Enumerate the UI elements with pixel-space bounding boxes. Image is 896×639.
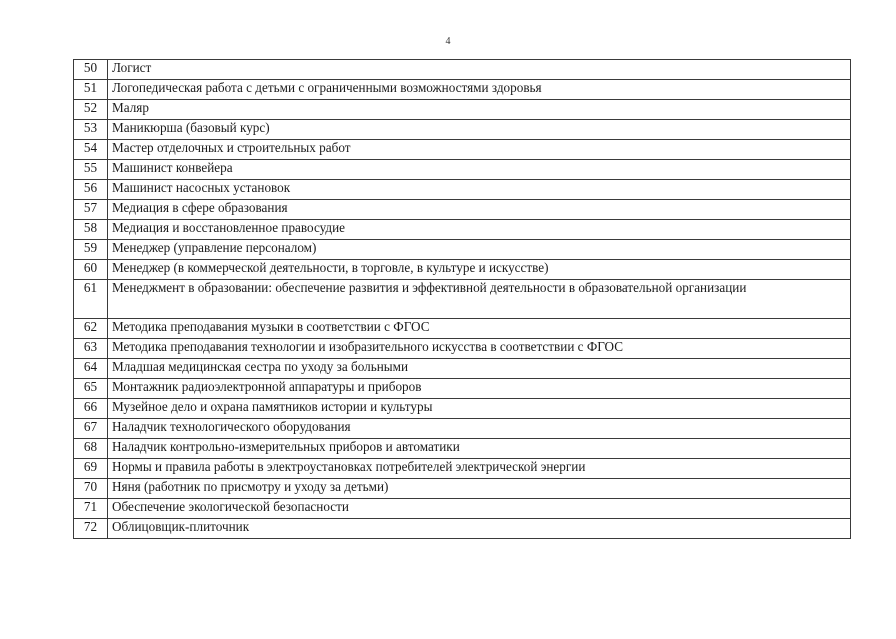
page-number: 4 <box>445 36 451 47</box>
course-name: Монтажник радиоэлектронной аппаратуры и приборов <box>108 379 851 399</box>
course-name: Медиация и восстановленное правосудие <box>108 220 851 240</box>
table-row <box>74 140 851 160</box>
table-row <box>74 200 851 220</box>
row-number: 72 <box>74 519 108 539</box>
table-row <box>74 359 851 379</box>
table-row <box>74 439 851 459</box>
course-name: Медиация в сфере образования <box>108 200 851 220</box>
table-row <box>74 220 851 240</box>
course-name: Наладчик технологического оборудования <box>108 419 851 439</box>
table-row <box>74 180 851 200</box>
table-row <box>74 419 851 439</box>
course-name: Облицовщик-плиточник <box>108 519 851 539</box>
table-row <box>74 459 851 479</box>
table-row <box>74 160 851 180</box>
course-name: Маникюрша (базовый курс) <box>108 120 851 140</box>
row-number: 52 <box>74 100 108 120</box>
course-name: Машинист конвейера <box>108 160 851 180</box>
row-number: 59 <box>74 240 108 260</box>
row-number: 64 <box>74 359 108 379</box>
course-name: Машинист насосных установок <box>108 180 851 200</box>
course-name: Мастер отделочных и строительных работ <box>108 140 851 160</box>
course-name: Наладчик контрольно-измерительных приборов и автоматики <box>108 439 851 459</box>
course-name: Менеджер (управление персоналом) <box>108 240 851 260</box>
table-row <box>74 479 851 499</box>
row-number: 50 <box>74 60 108 80</box>
course-name: Методика преподавания музыки в соответствии с ФГОС <box>108 319 851 339</box>
table-row <box>74 260 851 280</box>
course-name: Младшая медицинская сестра по уходу за больными <box>108 359 851 379</box>
row-number: 60 <box>74 260 108 280</box>
table-row <box>74 120 851 140</box>
course-name: Обеспечение экологической безопасности <box>108 499 851 519</box>
table-row <box>74 399 851 419</box>
row-number: 55 <box>74 160 108 180</box>
course-list-table <box>73 59 851 539</box>
row-number: 65 <box>74 379 108 399</box>
course-name: Музейное дело и охрана памятников истории и культуры <box>108 399 851 419</box>
row-number: 57 <box>74 200 108 220</box>
row-number: 67 <box>74 419 108 439</box>
table-row <box>74 499 851 519</box>
row-number: 70 <box>74 479 108 499</box>
row-number: 66 <box>74 399 108 419</box>
table-row <box>74 80 851 100</box>
row-number: 61 <box>74 280 108 319</box>
row-number: 62 <box>74 319 108 339</box>
course-name: Маляр <box>108 100 851 120</box>
table-row <box>74 339 851 359</box>
table-row <box>74 240 851 260</box>
course-name: Нормы и правила работы в электроустановках потребителей электрической энергии <box>108 459 851 479</box>
table-row <box>74 379 851 399</box>
course-name: Менеджер (в коммерческой деятельности, в торговле, в культуре и искусстве) <box>108 260 851 280</box>
table-row <box>74 100 851 120</box>
course-name: Логопедическая работа с детьми с ограниченными возможностями здоровья <box>108 80 851 100</box>
row-number: 51 <box>74 80 108 100</box>
row-number: 58 <box>74 220 108 240</box>
row-number: 54 <box>74 140 108 160</box>
course-name: Менеджмент в образовании: обеспечение развития и эффективной деятельности в образовательной организации <box>108 280 851 319</box>
table-row <box>74 60 851 80</box>
course-name: Логист <box>108 60 851 80</box>
row-number: 56 <box>74 180 108 200</box>
course-name: Няня (работник по присмотру и уходу за детьми) <box>108 479 851 499</box>
row-number: 63 <box>74 339 108 359</box>
row-number: 69 <box>74 459 108 479</box>
table-row <box>74 319 851 339</box>
row-number: 53 <box>74 120 108 140</box>
course-name: Методика преподавания технологии и изобразительного искусства в соответствии с ФГОС <box>108 339 851 359</box>
row-number: 71 <box>74 499 108 519</box>
table-row <box>74 519 851 539</box>
row-number: 68 <box>74 439 108 459</box>
table-row <box>74 280 851 319</box>
